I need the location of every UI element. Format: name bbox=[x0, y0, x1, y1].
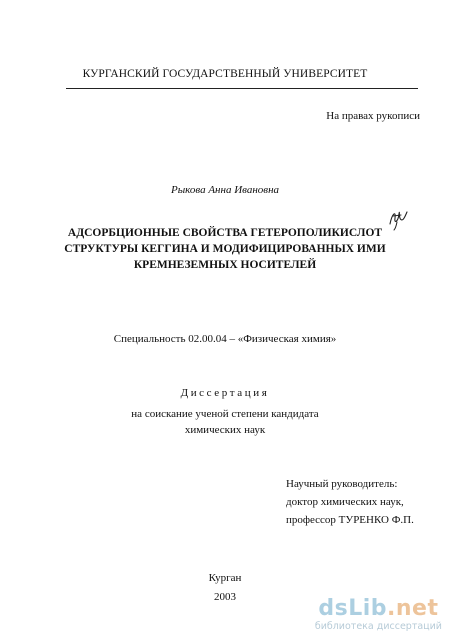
title-line: КРЕМНЕЗЕМНЫХ НОСИТЕЛЕЙ bbox=[133, 259, 317, 271]
watermark-logo-tld: .net bbox=[387, 596, 439, 621]
speciality: Специальность 02.00.04 – «Физическая химия» bbox=[113, 333, 337, 345]
degree-line: на соискание ученой степени кандидата bbox=[131, 408, 319, 420]
title-line: АДСОРБЦИОННЫЕ СВОЙСТВА ГЕТЕРОПОЛИКИСЛОТ bbox=[67, 227, 383, 239]
title-line: СТРУКТУРЫ КЕГГИНА И МОДИФИЦИРОВАННЫХ ИМИ bbox=[64, 243, 386, 255]
watermark-subtitle: библиотека диссертаций bbox=[314, 621, 442, 632]
degree-line: химических наук bbox=[184, 424, 266, 436]
watermark bbox=[315, 597, 442, 632]
supervisor-block bbox=[286, 475, 414, 529]
rights-note: На правах рукописи bbox=[326, 110, 420, 122]
watermark-logo bbox=[315, 597, 442, 621]
city: Курган bbox=[208, 572, 242, 584]
author-name: Рыкова Анна Ивановна bbox=[170, 184, 280, 196]
supervisor-line: профессор ТУРЕНКО Ф.П. bbox=[286, 514, 414, 526]
year: 2003 bbox=[214, 591, 236, 603]
degree-statement bbox=[0, 406, 450, 438]
dissertation-title bbox=[0, 225, 450, 273]
supervisor-line: доктор химических наук, bbox=[286, 496, 404, 508]
dissertation-label: Диссертация bbox=[180, 387, 270, 399]
supervisor-line: Научный руководитель: bbox=[286, 478, 398, 490]
university-name: КУРГАНСКИЙ ГОСУДАРСТВЕННЫЙ УНИВЕРСИТЕТ bbox=[82, 68, 368, 80]
watermark-logo-main: dsLib bbox=[318, 596, 388, 621]
header-divider bbox=[66, 88, 418, 89]
